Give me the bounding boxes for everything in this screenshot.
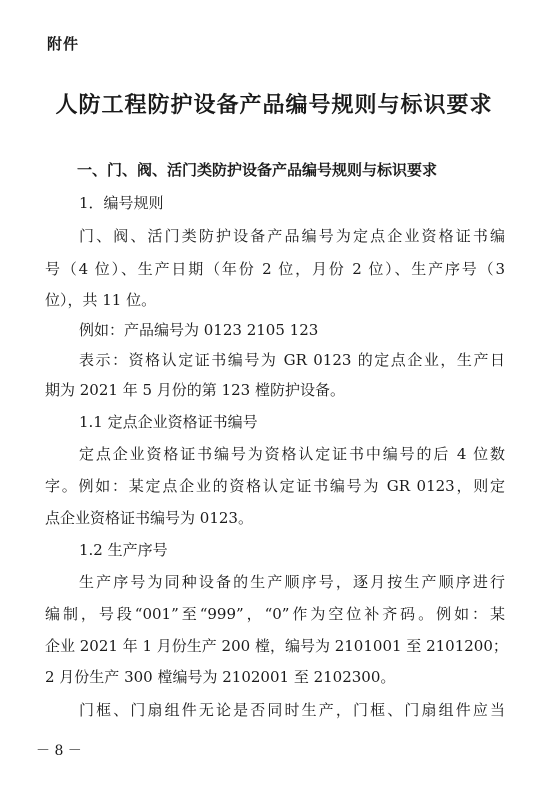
section-heading-1: 一、门、阀、活门类防护设备产品编号规则与标识要求 — [77, 161, 438, 179]
explanation-line-1: 表示：资格认定证书编号为 GR 0123 的定点企业，生产日 — [79, 351, 505, 369]
paragraph-3-line-3: 企业 2021 年 1 月份生产 200 樘，编号为 2101001 至 2101200； — [45, 637, 508, 655]
subheading-1-1: 1.1 定点企业资格证书编号 — [79, 413, 258, 431]
subheading-numbering-rules: 1．编号规则 — [79, 194, 164, 212]
paragraph-1-line-3: 位），共 11 位。 — [45, 291, 157, 309]
paragraph-1-line-2: 号（4 位）、生产日期（年份 2 位，月份 2 位）、生产序号（3 — [45, 260, 505, 278]
example-line: 例如：产品编号为 0123 2105 123 — [79, 321, 319, 339]
explanation-line-2: 期为 2021 年 5 月份的第 123 樘防护设备。 — [45, 381, 345, 399]
paragraph-4-line-1: 门框、门扇组件无论是否同时生产，门框、门扇组件应当 — [79, 701, 505, 719]
page-number: － 8 － — [36, 743, 82, 759]
paragraph-3-line-2: 编制，号段“001”至“999”，“0”作为空位补齐码。例如：某 — [45, 605, 505, 623]
paragraph-3-line-4: 2 月份生产 300 樘编号为 2102001 至 2102300。 — [45, 668, 396, 686]
attachment-label: 附件 — [47, 35, 80, 53]
paragraph-2-line-3: 点企业资格证书编号为 0123。 — [45, 509, 253, 527]
paragraph-2-line-2: 字。例如：某定点企业的资格认定证书编号为 GR 0123，则定 — [45, 477, 505, 495]
document-title: 人防工程防护设备产品编号规则与标识要求 — [55, 92, 493, 118]
paragraph-1-line-1: 门、阀、活门类防护设备产品编号为定点企业资格证书编 — [79, 227, 505, 245]
paragraph-2-line-1: 定点企业资格证书编号为资格认定证书中编号的后 4 位数 — [79, 445, 505, 463]
subheading-1-2: 1.2 生产序号 — [79, 541, 168, 559]
paragraph-3-line-1: 生产序号为同种设备的生产顺序号，逐月按生产顺序进行 — [79, 573, 505, 591]
